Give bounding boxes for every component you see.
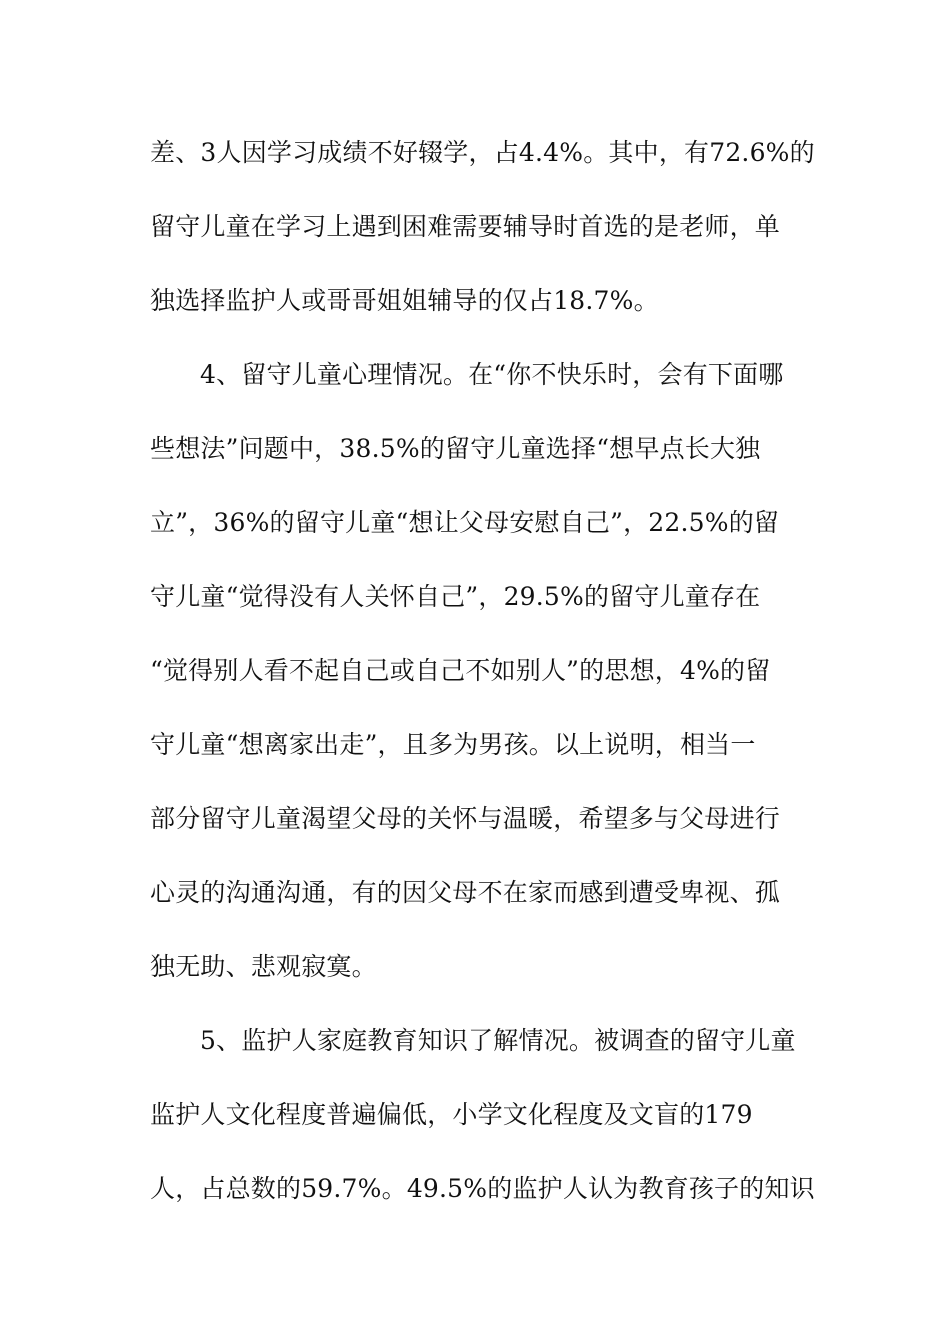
text-line: “觉得别人看不起自己或自己不如别人”的思想，4%的留	[150, 656, 771, 685]
paragraph-4-first-line: 4、留守儿童心理情况。在“你不快乐时，会有下面哪	[200, 360, 784, 389]
text-line: 心灵的沟通沟通，有的因父母不在家而感到遭受卑视、孤	[150, 878, 781, 907]
text-line: 些想法”问题中，38.5%的留守儿童选择“想早点长大独	[150, 434, 761, 463]
text-line: 立”，36%的留守儿童“想让父母安慰自己”，22.5%的留	[150, 508, 780, 537]
text-line: 独选择监护人或哥哥姐姐辅导的仅占18.7%。	[150, 286, 659, 315]
text-line: 监护人文化程度普遍偏低，小学文化程度及文盲的179	[150, 1100, 753, 1129]
text-line: 留守儿童在学习上遇到困难需要辅导时首选的是老师，单	[150, 212, 781, 241]
text-line: 差、3人因学习成绩不好辍学，占4.4%。其中，有72.6%的	[150, 138, 815, 167]
text-line: 人，占总数的59.7%。49.5%的监护人认为教育孩子的知识	[150, 1174, 815, 1203]
paragraph-5-first-line: 5、监护人家庭教育知识了解情况。被调查的留守儿童	[200, 1026, 796, 1055]
text-line: 部分留守儿童渴望父母的关怀与温暖，希望多与父母进行	[150, 804, 781, 833]
text-line: 独无助、悲观寂寞。	[150, 952, 377, 981]
text-line: 守儿童“想离家出走”，且多为男孩。以上说明，相当一	[150, 730, 756, 759]
text-line: 守儿童“觉得没有人关怀自己”，29.5%的留守儿童存在	[150, 582, 761, 611]
